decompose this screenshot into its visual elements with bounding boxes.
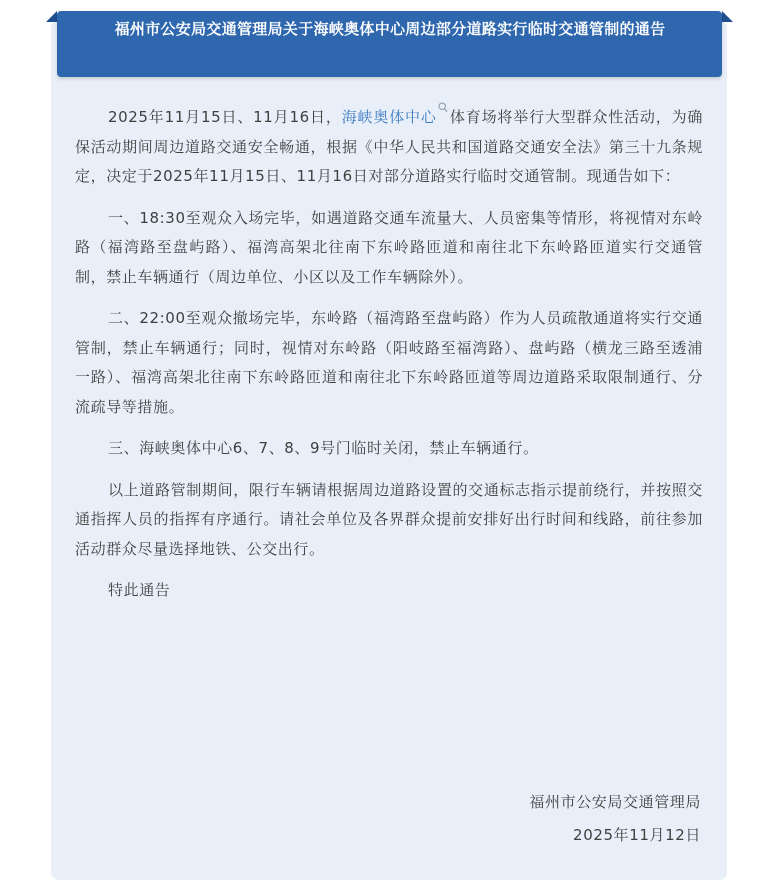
signature-date: 2025年11月12日 [573,826,701,844]
paragraph-reminder: 以上道路管制期间，限行车辆请根据周边道路设置的交通标志指示提前绕行，并按照交通指挥人员的指挥有序通行。请社会单位及各界群众提前安排好出行时间和线路，前往参加活动群众尽量选择地铁、公交出行。 [75,480,703,558]
signature-block [529,786,701,852]
paragraph-item-1: 一、18:30至观众入场完毕，如遇道路交通车流量大、人员密集等情形，将视情对东岭路（福湾路至盘屿路）、福湾高架北往南下东岭路匝道和南往北下东岭路匝道实行交通管制，禁止车辆通行（周边单位、小区以及工作车辆除外）。 [75,208,703,286]
search-icon[interactable] [438,102,448,114]
paragraph-item-2: 二、22:00至观众撤场完毕，东岭路（福湾路至盘屿路）作为人员疏散通道将实行交通管制，禁止车辆通行；同时，视情对东岭路（阳岐路至福湾路）、盘屿路（横龙三路至透浦一路）、福湾高架北往南下东岭路匝道和南往北下东岭路匝道等周边道路采取限制通行、分流疏导等措施。 [75,309,703,416]
notice-body [75,102,703,618]
ribbon-fold-left [46,11,57,22]
paragraph-item-3: 三、海峡奥体中心6、7、8、9号门临时关闭，禁止车辆通行。 [108,439,539,457]
paragraph-intro: 2025年11月15日、11月16日，海峡奥体中心 体育场将举行大型群众性活动，为确保活动期间周边道路交通安全畅通，根据《中华人民共和国道路交通安全法》第三十九条规定，决定于2025年11月15日、11月16日对部分道路实行临时交通管制。现通告如下： [75,102,703,192]
page-title: 福州市公安局交通管理局关于海峡奥体中心周边部分道路实行临时交通管制的通告 [114,20,666,38]
venue-link[interactable]: 海峡奥体中心 [341,108,437,126]
signature-org: 福州市公安局交通管理局 [529,793,701,811]
paragraph-closing: 特此通告 [108,581,171,599]
ribbon-fold-right [722,11,733,22]
